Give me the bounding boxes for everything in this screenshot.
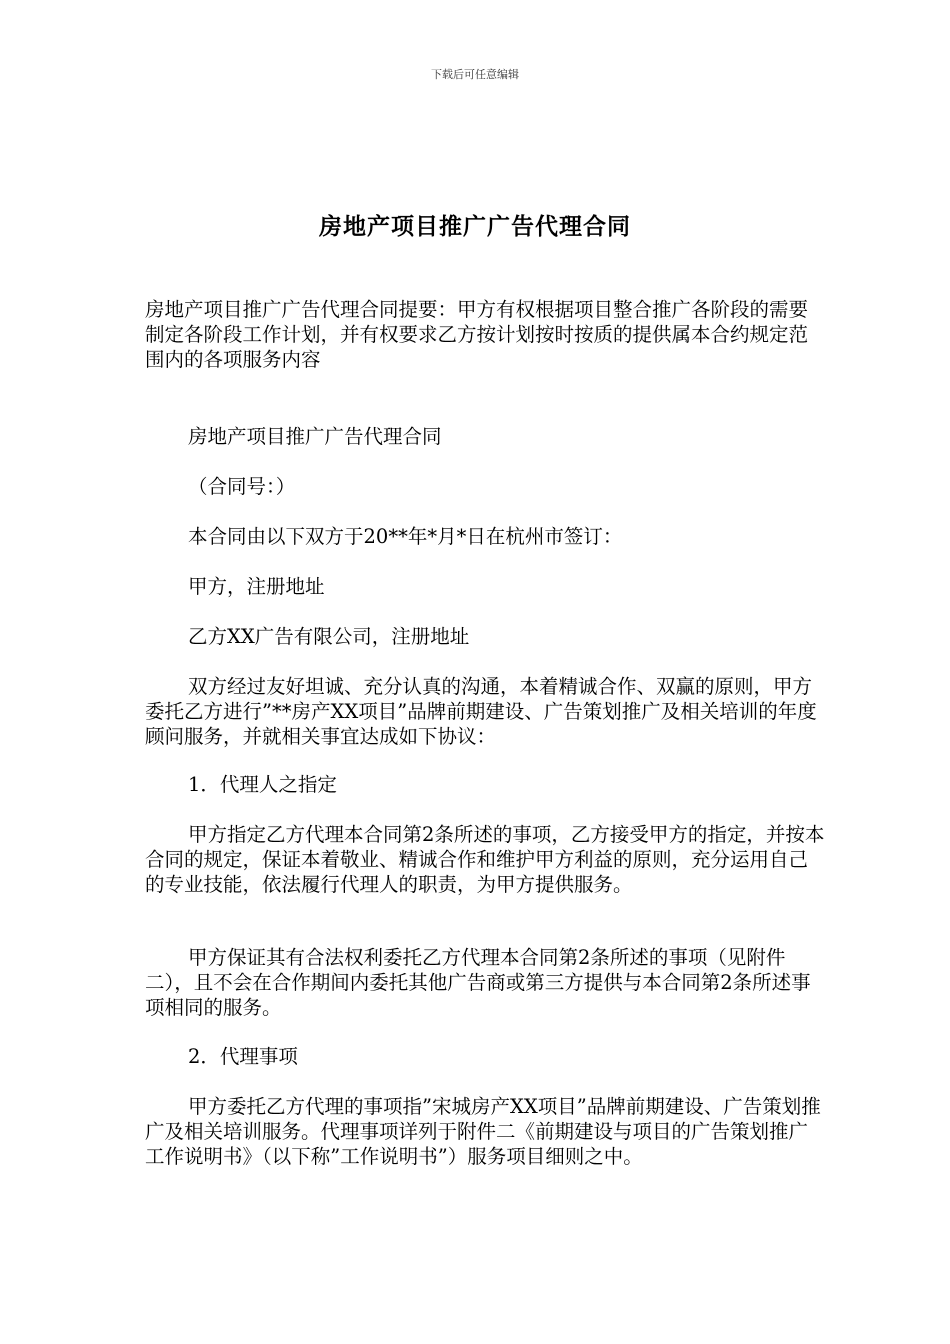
section-2-heading: 2．代理事项: [188, 1045, 298, 1068]
preamble-paragraph: 双方经过友好坦诚、充分认真的沟通，本着精诚合作、双赢的原则，甲方委托乙方进行”**房产XX项目”品牌前期建设、广告策划推广及相关培训的年度顾问服务，并就相关事宜达成如下协议：: [145, 675, 817, 748]
party-a: 甲方，注册地址: [188, 575, 325, 598]
contract-number: （合同号：）: [188, 475, 296, 498]
header-note: 下载后可任意编辑: [431, 68, 519, 81]
party-b: 乙方XX广告有限公司，注册地址: [188, 625, 470, 648]
contract-heading: 房地产项目推广广告代理合同: [188, 425, 442, 448]
signing-statement: 本合同由以下双方于20**年*月*日在杭州市签订：: [188, 525, 623, 548]
section-1-paragraph-2: 甲方保证其有合法权利委托乙方代理本合同第2条所述的事项（见附件二），且不会在合作期间内委托其他广告商或第三方提供与本合同第2条所述事项相同的服务。: [145, 946, 811, 1019]
section-1-paragraph-1: 甲方指定乙方代理本合同第2条所述的事项，乙方接受甲方的指定，并按本合同的规定，保证本着敬业、精诚合作和维护甲方利益的原则，充分运用自己的专业技能，依法履行代理人的职责，为甲方提供服务。: [145, 823, 825, 896]
section-1-heading: 1．代理人之指定: [188, 773, 337, 796]
section-2-paragraph-1: 甲方委托乙方代理的事项指”宋城房产XX项目”品牌前期建设、广告策划推广及相关培训服务。代理事项详列于附件二《前期建设与项目的广告策划推广工作说明书》（以下称”工作说明书”）服务项目细则之中。: [145, 1095, 821, 1168]
summary-paragraph: 房地产项目推广广告代理合同提要：甲方有权根据项目整合推广各阶段的需要制定各阶段工作计划，并有权要求乙方按计划按时按质的提供属本合约规定范围内的各项服务内容: [145, 298, 809, 371]
document-title: 房地产项目推广广告代理合同: [319, 213, 631, 240]
